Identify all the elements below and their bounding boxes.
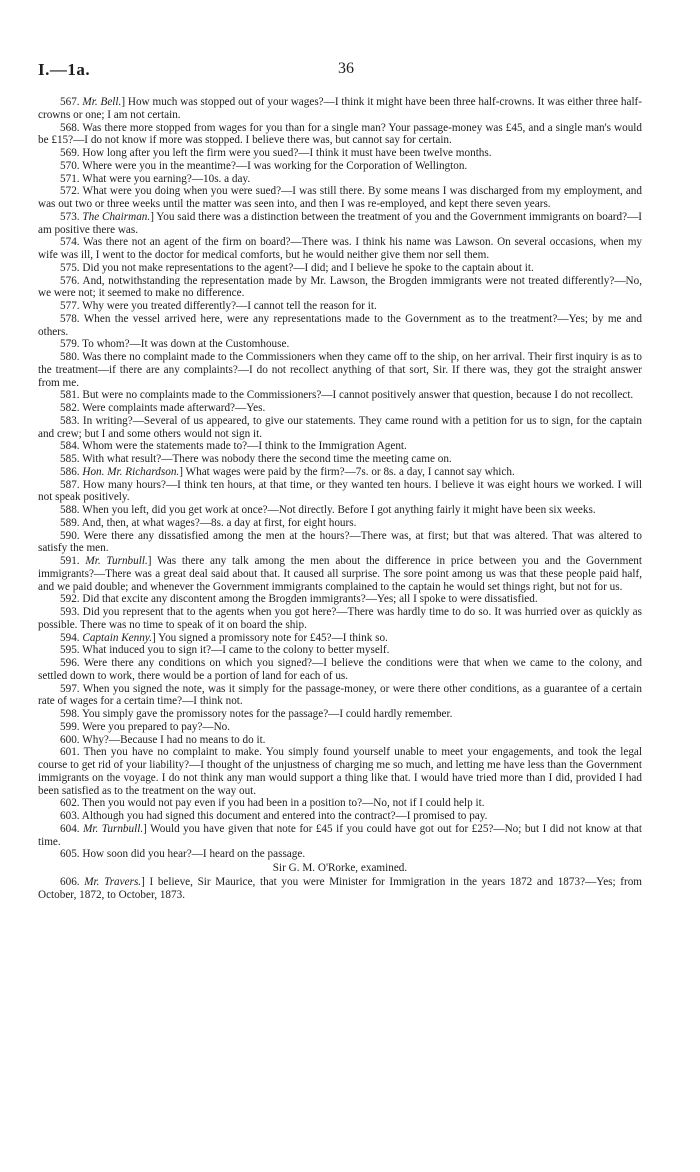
testimony-paragraph <box>38 338 642 351</box>
testimony-paragraph <box>38 797 642 810</box>
testimony-paragraph <box>38 466 642 479</box>
paragraph-text: 592. Did that excite any discontent among the Brogden immigrants?—Yes; all I spoke to were dissatisfied. <box>60 593 538 606</box>
paragraph-text: 572. What were you doing when you were sued?—I was still there. By some means I was discharged from my employment, and was out two or three weeks until the matter was seen into, and then I was re-employed, and kept there seven years. <box>38 185 642 210</box>
testimony-paragraph <box>38 823 642 849</box>
testimony-paragraph <box>38 683 642 709</box>
paragraph-text: ] You signed a promissory note for £45?—I think so. <box>152 631 388 644</box>
testimony-paragraph <box>38 555 642 593</box>
speaker-name: Mr. Bell. <box>82 96 122 108</box>
question-number: 567. <box>60 96 83 108</box>
paragraph-text: ] How much was stopped out of your wages?—I think it might have been three half-crowns. It was either three half-crowns or one; I am not certain. <box>38 96 642 121</box>
paragraph-text: 599. Were you prepared to pay?—No. <box>60 720 231 733</box>
paragraph-text: ] Would you have given that note for £45 if you could have got out for £25?—No; but I did not know at that time. <box>38 822 643 848</box>
testimony-paragraph <box>38 122 642 148</box>
paragraph-text: 581. But were no complaints made to the Commissioners?—I cannot positively answer that question, because I do not recollect. <box>60 389 634 402</box>
testimony-paragraph <box>38 504 642 517</box>
paragraph-text: 568. Was there more stopped from wages for you than for a single man? Your passage-money was £45, and a single man's would be £15?—I do not know if more was stopped. I believe there was, but cannot say for certain. <box>38 121 642 147</box>
question-number: 573. <box>60 210 83 223</box>
paragraph-text: ] Was there any talk among the men about the difference in price between you and the Government immigrants?—There was a great deal said about that. It caused all surprise. The sore point among us was that these people paid half, and we paid double; and whenever the Government immigrants complained to the captain he would set things right, but not for us. <box>38 555 643 593</box>
testimony-paragraphs <box>38 96 642 861</box>
speaker-name: Mr. Turnbull. <box>83 822 144 835</box>
testimony-paragraph <box>38 96 642 122</box>
testimony-paragraph <box>38 606 642 632</box>
testimony-paragraph <box>38 402 642 415</box>
paragraph-text: 588. When you left, did you get work at once?—Not directly. Before I got anything fairly it might have been six weeks. <box>60 504 596 516</box>
question-number: 606. <box>60 875 85 888</box>
section-heading: Sir G. M. O'Rorke, examined. <box>272 862 408 874</box>
testimony-paragraph <box>38 300 642 313</box>
question-number: 604. <box>60 822 84 835</box>
paragraph-text: 587. How many hours?—I think ten hours, at that time, or they wanted ten hours. I believe it was eight hours we worked. I will not speak positively. <box>38 478 642 504</box>
paragraph-text: 578. When the vessel arrived here, were any representations made to the Government as to the treatment?—Yes; by me and others. <box>38 312 642 338</box>
final-paragraph <box>38 876 642 902</box>
testimony-paragraph <box>38 389 642 402</box>
testimony-paragraph <box>38 211 642 237</box>
testimony-paragraph <box>38 517 642 530</box>
testimony-paragraph <box>38 530 642 556</box>
testimony-paragraph <box>38 848 642 861</box>
paragraph-text: ] What wages were paid by the firm?—7s. or 8s. a day, I cannot say which. <box>179 465 515 478</box>
speaker-name: Mr. Turnbull. <box>85 555 148 567</box>
paragraph-text: 582. Were complaints made afterward?—Yes. <box>60 402 266 414</box>
paragraph-text: ] I believe, Sir Maurice, that you were Minister for Immigration in the years 1872 and 1873?—Yes; from October, 1872, to October, 1873. <box>38 875 643 901</box>
paragraph-text: 593. Did you represent that to the agents when you got here?—There was hardly time to do so. It was hurried over as quickly as possible. There was no time to speak of it on board the ship. <box>38 606 642 631</box>
paragraph-text: ] You said there was a distinction between the treatment of you and the Government immigrants on board?—I am positive there was. <box>38 210 643 236</box>
testimony-paragraph <box>38 236 642 262</box>
testimony-paragraph <box>38 262 642 275</box>
testimony-paragraph <box>38 810 642 823</box>
paragraph-text: 598. You simply gave the promissory notes for the passage?—I could hardly remember. <box>60 708 453 720</box>
page-header <box>38 60 668 80</box>
paragraph-text: 601. Then you have no complaint to make. You simply found yourself unable to meet your engagements, and took the legal course to get rid of your liability?—I thought of the unjustness of charging me so much, and letting me have less than the Government immigrants on the voyage. I do not think any man would support a thing like that. I would have tried more than I did, provided I had been satisfied as to the treatment on the way out. <box>38 746 642 797</box>
testimony-paragraph <box>38 313 642 339</box>
speaker-name: The Chairman. <box>82 210 151 223</box>
question-number: 586. <box>60 465 83 478</box>
paragraph-text: 574. Was there not an agent of the firm on board?—There was. I think his name was Lawson. On several occasions, when my wife was ill, I went to the doctor for medical comforts, but he would neither give them nor sell them. <box>38 236 642 261</box>
document-reference: I.—1a. <box>38 60 91 79</box>
paragraph-text: 605. How soon did you hear?—I heard on the passage. <box>60 848 306 861</box>
testimony-paragraph <box>38 275 642 301</box>
question-number: 591. <box>60 555 86 567</box>
testimony-paragraph <box>38 160 642 173</box>
paragraph-text: 579. To whom?—It was down at the Customhouse. <box>60 338 290 351</box>
paragraph-text: 571. What were you earning?—10s. a day. <box>60 172 251 185</box>
testimony-paragraph <box>38 734 642 747</box>
speaker-name: Hon. Mr. Richardson. <box>82 465 180 478</box>
paragraph-text: 589. And, then, at what wages?—8s. a day at first, for eight hours. <box>60 516 357 529</box>
paragraph-text: 603. Although you had signed this document and entered into the contract?—I promised to pay. <box>60 810 488 822</box>
paragraph-text: 583. In writing?—Several of us appeared, to give our statements. They came round with a petition for us to sign, for the captain and crew; but I and some others would not sign it. <box>38 414 642 440</box>
testimony-paragraph <box>38 708 642 721</box>
testimony-paragraph <box>38 440 642 453</box>
paragraph-text: 575. Did you not make representations to the agent?—I did; and I believe he spoke to the captain about it. <box>60 261 534 274</box>
testimony-paragraph <box>38 415 642 441</box>
testimony-paragraph <box>38 479 642 505</box>
testimony-paragraph <box>38 657 642 683</box>
paragraph-text: 576. And, notwithstanding the representation made by Mr. Lawson, the Brogden immigrants were not treated differently?—No, we were not; it seemed to make no difference. <box>38 274 642 300</box>
paragraph-text: 577. Why were you treated differently?—I cannot tell the reason for it. <box>60 300 377 312</box>
testimony-paragraph <box>38 644 642 657</box>
testimony-paragraph <box>38 351 642 389</box>
paragraph-text: 590. Were there any dissatisfied among the men at the hours?—There was, at first; but that was altered. That was altered to satisfy the men. <box>38 529 642 555</box>
testimony-paragraph <box>38 173 642 186</box>
speaker-name: Captain Kenny. <box>82 631 152 644</box>
paragraph-text: 596. Were there any conditions on which you signed?—I believe the conditions were that when we came to the colony, and settled down to work, there would be a portion of land for each of us. <box>38 657 642 682</box>
testimony-paragraph <box>38 746 642 797</box>
speaker-name: Mr. Travers. <box>84 875 142 888</box>
page-number: 36 <box>338 60 354 77</box>
testimony-paragraph <box>38 453 642 466</box>
paragraph-text: 597. When you signed the note, was it simply for the passage-money, or were there other conditions, as a guarantee of a certain rate of wages for a certain time?—I think not. <box>38 682 642 708</box>
paragraph-text: 580. Was there no complaint made to the Commissioners when they came off to the ship, on her arrival. Their first inquiry is as to the treatment—if there are any complaints?—I do not recollect anything of that sort, Sir. If there was, they got the straight answer from me. <box>38 351 642 389</box>
paragraph-text: 569. How long after you left the firm were you sued?—I think it must have been twelve months. <box>60 147 492 159</box>
testimony-paragraph <box>38 147 642 160</box>
paragraph-text: 595. What induced you to sign it?—I came to the colony to better myself. <box>60 644 390 657</box>
paragraph-text: 600. Why?—Because I had no means to do it. <box>60 733 266 746</box>
paragraph-text: 602. Then you would not pay even if you had been in a position to?—No, not if I could help it. <box>60 797 485 810</box>
testimony-paragraph <box>38 632 642 645</box>
paragraph-text: 584. Whom were the statements made to?—I think to the Immigration Agent. <box>60 440 407 453</box>
testimony-paragraph <box>38 593 642 606</box>
question-number: 594. <box>60 631 83 644</box>
paragraph-text: 570. Where were you in the meantime?—I was working for the Corporation of Wellington. <box>60 159 468 172</box>
testimony-paragraph <box>38 185 642 211</box>
paragraph-text: 585. With what result?—There was nobody there the second time the meeting came on. <box>60 453 452 465</box>
testimony-body <box>38 96 642 901</box>
testimony-paragraph <box>38 721 642 734</box>
